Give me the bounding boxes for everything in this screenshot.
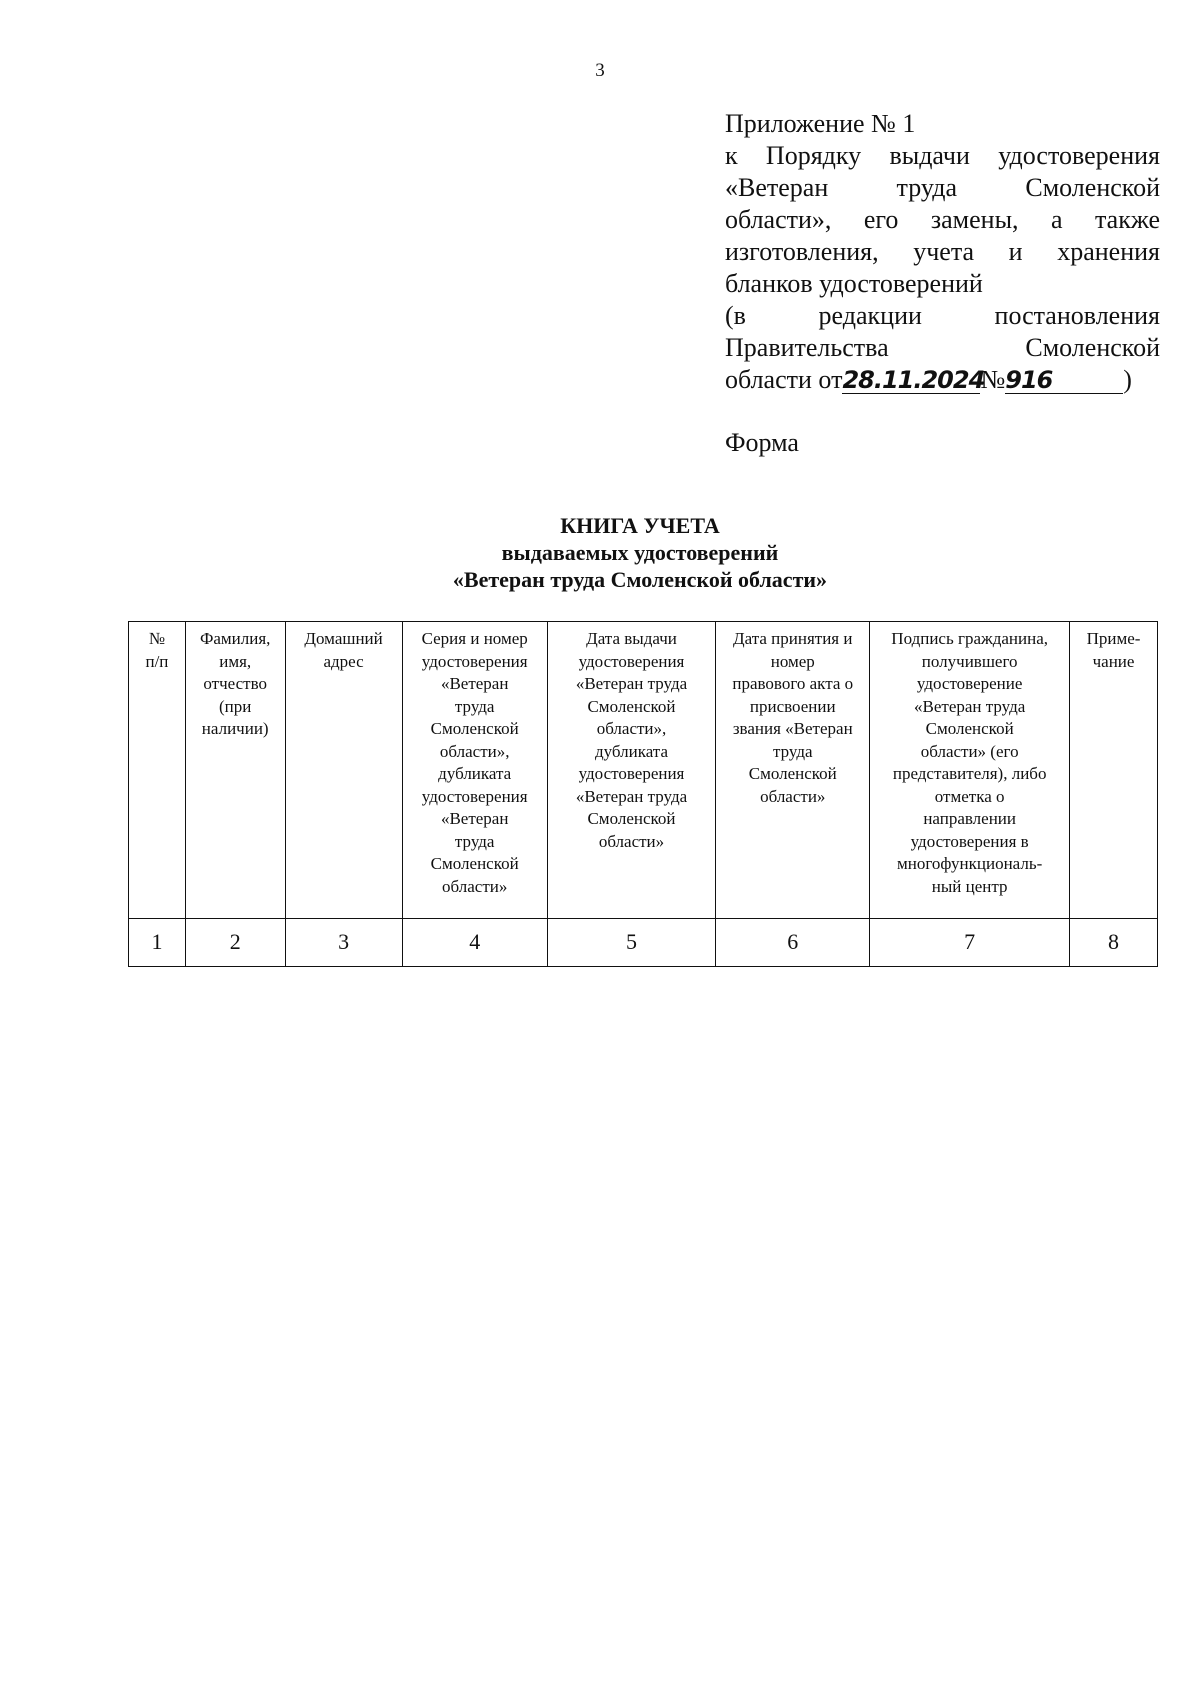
header-cell-7-line: получившего <box>921 651 1018 671</box>
header-cell-7-line: Подпись гражданина, <box>891 629 1049 648</box>
book-title-line-2: выдаваемых удостоверений <box>501 540 779 565</box>
header-cell-5-line: Смоленской <box>587 696 676 716</box>
column-number-5: 5 <box>547 919 716 967</box>
header-cell-4-line: удостоверения <box>421 786 528 806</box>
header-cell-5-line: «Ветеран труда <box>575 674 688 693</box>
header-cell-1 <box>129 622 186 919</box>
header-cell-8-line: чание <box>1092 651 1135 671</box>
appendix-block <box>725 108 1160 396</box>
header-cell-7-line: отметка о <box>934 786 1005 806</box>
column-number-6: 6 <box>716 919 870 967</box>
header-cell-7-line: удостоверение <box>916 674 1023 693</box>
header-cell-2-line: (при <box>219 696 252 716</box>
appendix-line-7: (в редакции постановления <box>725 301 1160 330</box>
header-cell-5-line: удостоверения <box>578 764 685 783</box>
header-cell-7-line: представителя), либо <box>892 764 1047 783</box>
header-cell-6 <box>716 622 870 919</box>
header-cell-2-line: наличии) <box>201 719 269 738</box>
header-cell-7-line: «Ветеран труда <box>914 696 1026 716</box>
header-cell-4-line: дубликата <box>438 764 512 783</box>
header-cell-6-line: труда <box>772 741 813 761</box>
header-cell-4-line: труда <box>454 696 495 716</box>
header-cell-1-line: № <box>148 629 166 648</box>
header-cell-4 <box>402 622 547 919</box>
header-cell-4-line: удостоверения <box>421 651 528 671</box>
header-cell-6-line: Дата принятия и <box>733 629 853 648</box>
header-cell-4-line: области», <box>439 741 510 761</box>
header-cell-5-line: «Ветеран труда <box>575 786 688 806</box>
header-cell-6-line: номер <box>770 651 815 671</box>
header-cell-7-line: области» (его <box>920 741 1019 761</box>
appendix-line-4: области», его замены, а также <box>725 205 1160 234</box>
header-cell-3 <box>285 622 402 919</box>
appendix-line-8: Правительства Смоленской <box>725 333 1160 362</box>
appendix-line-3: «Ветеран труда Смоленской <box>725 173 1160 202</box>
header-cell-3-line: адрес <box>323 651 364 671</box>
header-cell-4-line: труда <box>454 831 495 851</box>
header-cell-4-line: области» <box>442 876 508 896</box>
header-cell-2-line: отчество <box>203 674 267 693</box>
appendix-line-9 <box>725 364 1160 396</box>
header-cell-5-line: удостоверения <box>578 651 685 671</box>
header-cell-2-line: Фамилия, <box>199 629 271 648</box>
header-cell-6-line: присвоении <box>749 696 836 716</box>
book-title-line-3: «Ветеран труда Смоленской области» <box>452 567 828 592</box>
header-cell-7-line: ный центр <box>931 876 1008 896</box>
header-cell-7-line: Смоленской <box>925 719 1014 738</box>
column-number-1: 1 <box>129 919 186 967</box>
number-sign: № <box>980 365 1006 394</box>
header-cell-5-line: Смоленской <box>587 809 676 828</box>
header-cell-5 <box>547 622 716 919</box>
header-cell-5-line: области», <box>596 719 667 738</box>
header-row <box>129 622 1158 919</box>
header-cell-3-line: Домашний <box>304 629 383 648</box>
header-cell-4-line: «Ветеран <box>440 674 509 693</box>
column-number-row <box>129 919 1158 967</box>
form-label: Форма <box>725 428 799 457</box>
header-cell-8 <box>1070 622 1158 919</box>
appendix-line-1: Приложение № 1 <box>725 109 916 138</box>
header-cell-2 <box>185 622 285 919</box>
header-cell-7 <box>870 622 1070 919</box>
book-title-line-1: КНИГА УЧЕТА <box>560 513 720 538</box>
column-number-8: 8 <box>1070 919 1158 967</box>
header-cell-2-line: имя, <box>219 651 252 671</box>
ledger-table <box>128 621 1158 967</box>
appendix-line-9-prefix: области от <box>725 365 843 394</box>
column-number-3: 3 <box>285 919 402 967</box>
header-cell-7-line: многофункциональ- <box>897 854 1043 873</box>
header-cell-8-line: Приме- <box>1086 629 1141 648</box>
header-cell-5-line: области» <box>598 831 665 851</box>
header-cell-4-line: Смоленской <box>430 854 519 873</box>
header-cell-6-line: области» <box>760 786 826 806</box>
header-cell-6-line: звания «Ветеран <box>732 719 853 738</box>
closing-parenthesis: ) <box>1123 365 1132 394</box>
header-cell-6-line: Смоленской <box>748 764 837 783</box>
header-cell-4-line: «Ветеран <box>440 809 509 828</box>
handwritten-number: 916 <box>1005 367 1123 394</box>
header-cell-4-line: Серия и номер <box>421 629 528 648</box>
column-number-4: 4 <box>402 919 547 967</box>
header-cell-6-line: правового акта о <box>732 674 854 693</box>
handwritten-date: 28.11.2024 <box>842 366 985 394</box>
header-cell-4-line: Смоленской <box>430 719 519 738</box>
appendix-line-2: к Порядку выдачи удостоверения <box>725 141 1160 170</box>
header-cell-7-line: направлении <box>923 809 1016 828</box>
page-number: 3 <box>595 60 605 81</box>
column-number-7: 7 <box>870 919 1070 967</box>
book-title <box>0 512 1200 593</box>
header-cell-1-line: п/п <box>145 651 169 671</box>
column-number-2: 2 <box>185 919 285 967</box>
header-cell-5-line: Дата выдачи <box>586 629 677 648</box>
header-cell-5-line: дубликата <box>594 741 668 761</box>
appendix-line-5: изготовления, учета и хранения <box>725 237 1160 266</box>
header-cell-7-line: удостоверения в <box>910 831 1029 851</box>
appendix-line-6: бланков удостоверений <box>725 269 983 298</box>
